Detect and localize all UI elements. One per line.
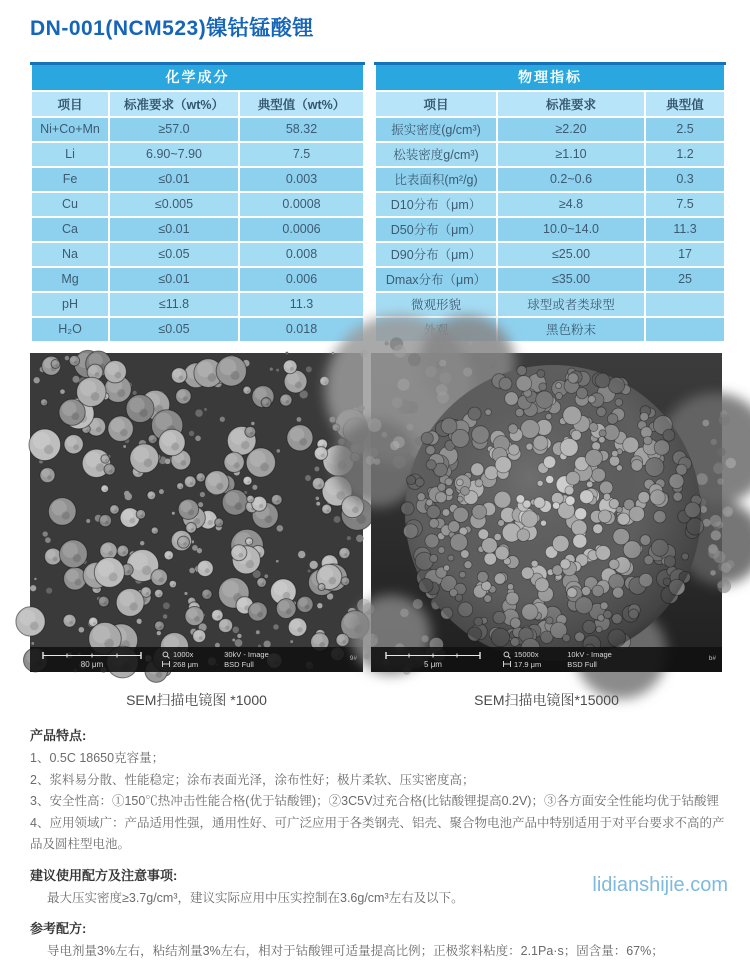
table-header-row	[31, 91, 364, 117]
table-cell: 0.0006	[239, 217, 364, 242]
table-row	[375, 292, 725, 317]
table-row	[31, 142, 364, 167]
sem-footer-bar	[30, 647, 363, 672]
feature-item: 1、0.5C 18650克容量；	[30, 751, 165, 765]
table-cell: Cu	[31, 192, 109, 217]
table-row	[375, 242, 725, 267]
field-width-value: 268 μm	[173, 659, 199, 669]
table-cell: 7.5	[239, 142, 364, 167]
table-cell: ≤0.005	[109, 192, 239, 217]
magnification-value: 15000x	[514, 650, 539, 660]
table-row	[375, 167, 725, 192]
scale-bar	[36, 650, 148, 670]
frame-stamp: b#	[708, 655, 716, 663]
table-row	[375, 192, 725, 217]
column-header: 标准要求（wt%）	[109, 91, 239, 117]
table-cell: ≥1.10	[497, 142, 645, 167]
table-cell: D50分布（μm）	[375, 217, 497, 242]
sem-footer-bar	[371, 647, 722, 672]
table-cell: ≥4.8	[497, 192, 645, 217]
table-cell	[645, 292, 725, 317]
table-cell: 0.018	[239, 317, 364, 342]
table-row	[31, 217, 364, 242]
magnifier-icon	[162, 651, 170, 659]
reference-body: 导电剂量3%左右，粘结剂量3%左右，相对于钴酸锂可适量提高比例；正极浆料粘度：2.1Pa·s；固含量：67%；	[47, 944, 664, 958]
table-row	[31, 242, 364, 267]
table-row	[31, 167, 364, 192]
sem-micrograph-sphere	[371, 353, 722, 672]
table-cell: ≥2.20	[497, 117, 645, 142]
table-cell	[645, 317, 725, 342]
frame-stamp: 9#	[349, 655, 357, 663]
feature-item: 3、安全性高：①150℃热冲击性能合格(优于钴酸锂)；②3C5V过充合格(比钴酸锂提高0.2V)；③各方面安全性能均优于钴酸锂	[30, 794, 719, 808]
field-width-value: 17.9 μm	[514, 659, 542, 669]
table-row	[31, 267, 364, 292]
table-cell: D90分布（μm）	[375, 242, 497, 267]
table-cell: Li	[31, 142, 109, 167]
sem-caption-15000x: SEM扫描电镜图*15000	[474, 692, 619, 708]
table-row	[31, 292, 364, 317]
imaging-mode-info	[224, 650, 269, 669]
table-cell: 0.2~0.6	[497, 167, 645, 192]
table-cell: 7.5	[645, 192, 725, 217]
table-cell: pH	[31, 292, 109, 317]
table-cell: 10.0~14.0	[497, 217, 645, 242]
sem-caption-1000x: SEM扫描电镜图 *1000	[126, 692, 267, 708]
usage-heading: 建议使用配方及注意事项:	[30, 867, 178, 883]
feature-item: 2、浆料易分散、性能稳定；涂布表面光泽，涂布性好；极片柔软、压实密度高；	[30, 772, 475, 787]
table-cell: 0.3	[645, 167, 725, 192]
table-row	[375, 117, 725, 142]
table-cell: ≤35.00	[497, 267, 645, 292]
magnification-info	[503, 650, 541, 669]
site-watermark: lidianshijie.com	[592, 874, 728, 896]
kv-mode-value: 10kV - Image	[567, 650, 612, 660]
table-cell: ≤0.01	[109, 217, 239, 242]
table-cell: 11.3	[645, 217, 725, 242]
text-sections	[30, 716, 730, 963]
table-header-row	[375, 91, 725, 117]
usage-body: 最大压实密度≥3.7g/cm³，建议实际应用中压实控制在3.6g/cm³左右及以下。	[47, 890, 464, 905]
table-cell: 微观形貌	[375, 292, 497, 317]
scale-bar-ruler	[42, 652, 142, 659]
table-cell: Mg	[31, 267, 109, 292]
column-header: 项目	[375, 91, 497, 117]
detector-value: BSD Full	[567, 659, 597, 669]
magnifier-icon	[503, 651, 511, 659]
sem-captions	[30, 676, 722, 710]
column-header: 典型值	[645, 91, 725, 117]
table-row	[375, 267, 725, 292]
spec-tables	[30, 62, 722, 343]
table-cell: 0.0008	[239, 192, 364, 217]
sem-images	[30, 353, 722, 672]
table-title-row	[375, 64, 725, 91]
table-cell: ≤11.8	[109, 292, 239, 317]
table-cell: 比表面积(m²/g)	[375, 167, 497, 192]
table-cell: 11.3	[239, 292, 364, 317]
table-row	[375, 142, 725, 167]
table-cell: Ca	[31, 217, 109, 242]
scale-bar-label: 80 μm	[80, 659, 104, 669]
table-cell: 松装密度g/cm³)	[375, 142, 497, 167]
column-header: 项目	[31, 91, 109, 117]
table-cell: 25	[645, 267, 725, 292]
table-cell: ≤0.05	[109, 242, 239, 267]
kv-mode-value: 30kV - Image	[224, 650, 269, 660]
table-cell: 振实密度(g/cm³)	[375, 117, 497, 142]
scale-bar	[377, 650, 489, 670]
table-cell: 58.32	[239, 117, 364, 142]
column-header: 典型值（wt%）	[239, 91, 364, 117]
table-cell: 0.006	[239, 267, 364, 292]
table-cell: 2.5	[645, 117, 725, 142]
table-cell: Dmax分布（μm）	[375, 267, 497, 292]
features-heading: 产品特点:	[30, 728, 87, 743]
table-row	[31, 117, 364, 142]
table-title: 物理指标	[375, 64, 725, 91]
table-title-row	[31, 64, 364, 91]
scale-bar-ruler	[385, 652, 481, 659]
table-cell: 1.2	[645, 142, 725, 167]
page-title: DN-001(NCM523)镍钴锰酸锂	[30, 17, 314, 40]
detector-value: BSD Full	[224, 659, 254, 669]
table-cell: 6.90~7.90	[109, 142, 239, 167]
sem-image-1000x	[30, 353, 363, 672]
table-cell: 0.008	[239, 242, 364, 267]
table-row	[31, 192, 364, 217]
table-title: 化学成分	[31, 64, 364, 91]
column-header: 标准要求	[497, 91, 645, 117]
table-cell: 17	[645, 242, 725, 267]
table-cell: D10分布（μm）	[375, 192, 497, 217]
magnification-info	[162, 650, 198, 669]
table-cell: Na	[31, 242, 109, 267]
table-cell: 0.003	[239, 167, 364, 192]
field-width-icon	[162, 660, 170, 668]
table-cell: H₂O	[31, 317, 109, 342]
feature-item: 4、应用领域广：产品适用性强，通用性好、可广泛应用于各类钢壳、铝壳、聚合物电池产品中特别适用于对平台要求不高的产品及圆柱型电池。	[30, 815, 725, 851]
magnification-value: 1000x	[173, 650, 194, 660]
table-cell: Fe	[31, 167, 109, 192]
table-cell: ≤0.01	[109, 167, 239, 192]
chemical-composition-table	[30, 62, 365, 343]
table-cell: ≤0.01	[109, 267, 239, 292]
table-row	[375, 217, 725, 242]
imaging-mode-info	[567, 650, 612, 669]
table-cell: ≤0.05	[109, 317, 239, 342]
reference-heading: 参考配方:	[30, 921, 87, 936]
scale-bar-label: 5 μm	[424, 659, 442, 669]
table-cell: ≤25.00	[497, 242, 645, 267]
table-cell: ≥57.0	[109, 117, 239, 142]
table-row	[31, 317, 364, 342]
sem-micrograph-particles	[30, 353, 363, 672]
sem-image-15000x	[371, 353, 722, 672]
table-cell: 球型或者类球型	[497, 292, 645, 317]
physical-index-table	[374, 62, 726, 343]
field-width-icon	[503, 660, 511, 668]
table-cell: 黑色粉末	[497, 317, 645, 342]
table-cell: Ni+Co+Mn	[31, 117, 109, 142]
